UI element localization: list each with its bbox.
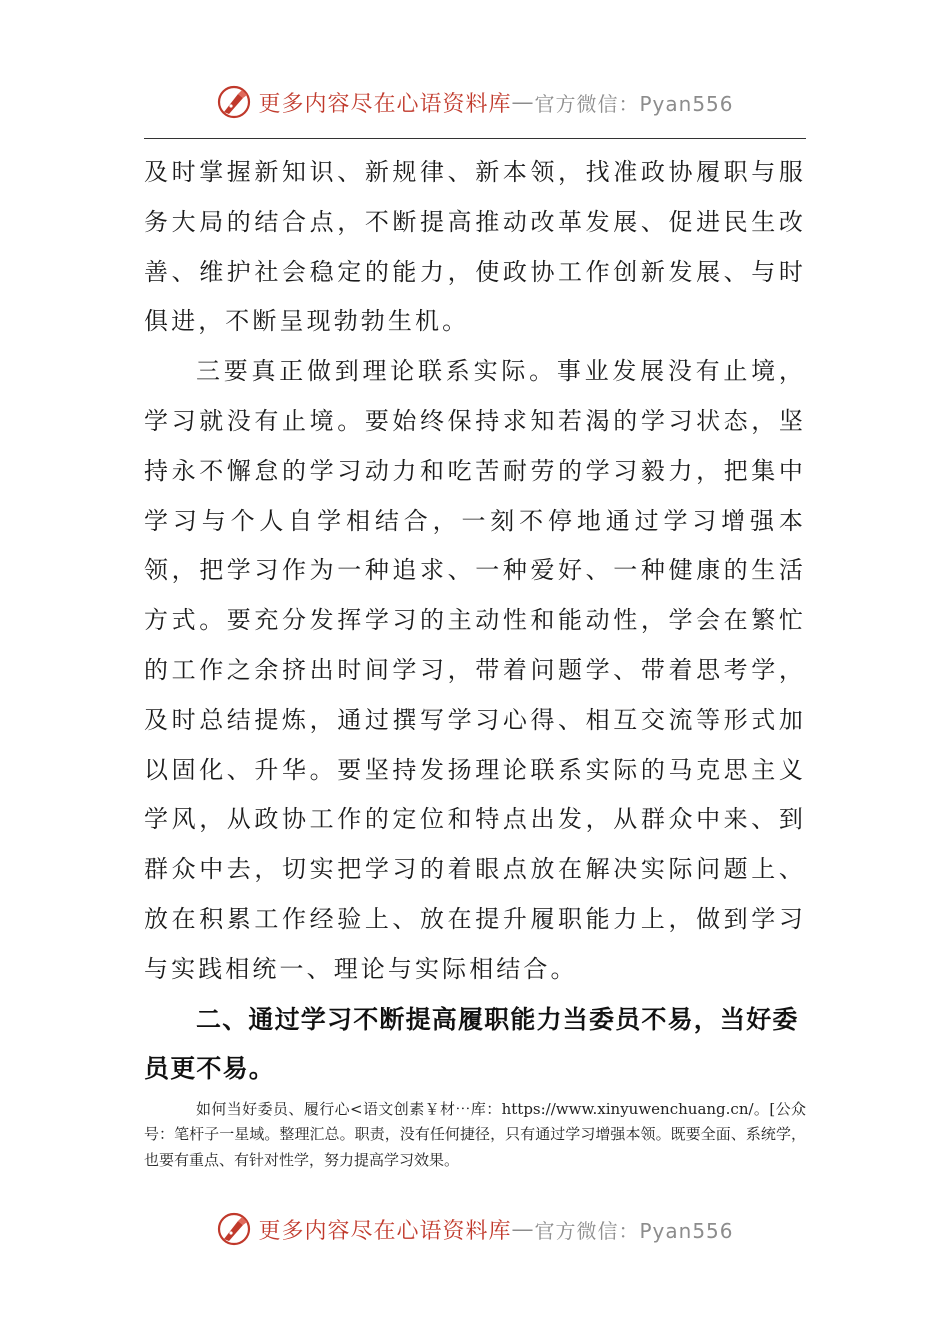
pen-nib-logo-icon [216,1211,252,1247]
document-body [144,148,806,1173]
header-divider [144,138,806,139]
banner-main-text: 更多内容尽在心语资料库 [258,1218,512,1244]
body-paragraph: 三要真正做到理论联系实际。事业发展没有止境，学习就没有止境。要始终保持求知若渴的学习状态，坚持永不懈怠的学习动力和吃苦耐劳的学习毅力，把集中学习与个人自学相结合，一刻不停地通过学习增强本领，把学习作为一种追求、一种爱好、一种健康的生活方式。要充分发挥学习的主动性和能动性，学会在繁忙的工作之余挤出时间学习，带着问题学、带着思考学，及时总结提炼，通过撰写学习心得、相互交流等形式加以固化、升华。要坚持发扬理论联系实际的马克思主义学风，从政协工作的定位和特点出发，从群众中来、到群众中去，切实把学习的着眼点放在解决实际问题上、放在积累工作经验上、放在提升履职能力上，做到学习与实践相统一、理论与实际相结合。 [144,357,806,983]
banner-contact: 官方微信：Pyan556 [534,1218,734,1243]
footnote-text: 如何当好委员、履行心<语文创素￥材⋯库：https://www.xinyuwenchuang.cn/。[公众号：笔杆子一星域。整理汇总。职责，没有任何捷径，只有通过学习增强本领。既要全面、系统学，也要有重点、有针对性学，努力提高学习效果。 [144,1099,806,1169]
pen-nib-logo-icon [216,84,252,120]
banner-main-text: 更多内容尽在心语资料库 [258,91,512,117]
footer-banner [0,1211,950,1247]
header-banner [0,84,950,120]
banner-separator: — [511,89,535,115]
section-heading: 二、通过学习不断提高履职能力当委员不易，当好委员更不易。 [144,1004,799,1083]
banner-separator: — [511,1216,535,1242]
banner-contact: 官方微信：Pyan556 [534,91,734,116]
body-paragraph: 及时掌握新知识、新规律、新本领，找准政协履职与服务大局的结合点，不断提高推动改革发展、促进民生改善、维护社会稳定的能力，使政协工作创新发展、与时俱进，不断呈现勃勃生机。 [144,158,806,336]
